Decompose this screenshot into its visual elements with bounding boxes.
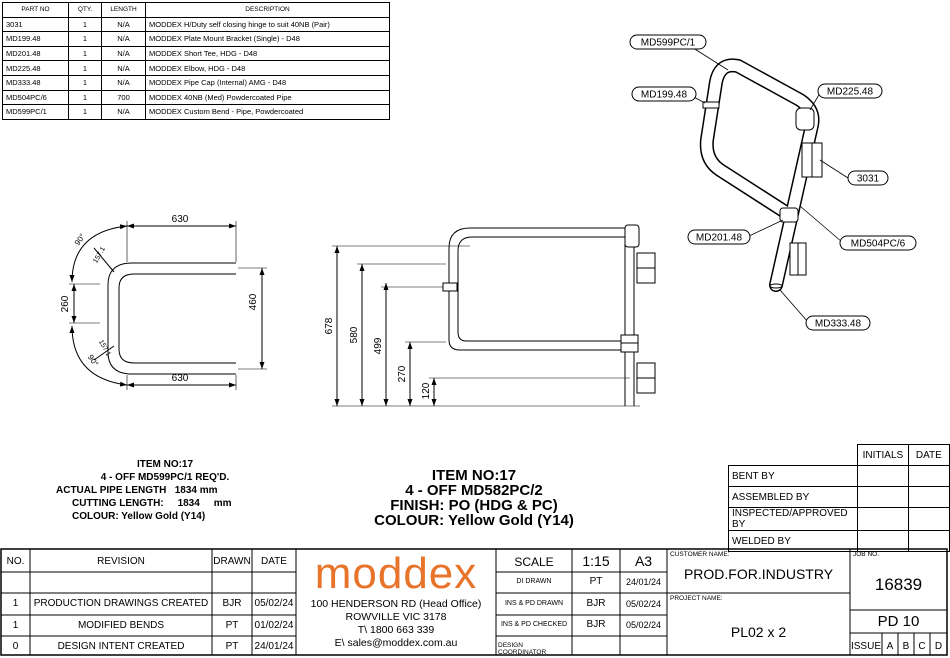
bom-cell: N/A: [102, 46, 146, 61]
item-note-line5: COLOUR: Yellow Gold (Y14): [72, 511, 206, 522]
moddex-logo: moddex: [314, 549, 478, 598]
rev-row-drawn: PT: [225, 620, 239, 631]
main-note-line4: COLOUR: Yellow Gold (Y14): [374, 512, 574, 529]
company-address-line2: ROWVILLE VIC 3178: [345, 611, 447, 623]
signoff-initials-cell[interactable]: [858, 487, 908, 508]
signoff-row: [729, 487, 950, 508]
bom-cell: MODDEX Pipe Cap (Internal) AMG - D48: [146, 75, 390, 90]
design-coordinator-label: DESIGN COORDINATOR: [498, 642, 547, 656]
dim-120: 120: [421, 382, 432, 400]
bom-cell: N/A: [102, 61, 146, 76]
bom-cell: MD504PC/6: [3, 90, 69, 105]
bom-cell: MD599PC/1: [3, 105, 69, 120]
bom-cell: MODDEX 40NB (Med) Powdercoated Pipe: [146, 90, 390, 105]
item-note-line3: [40, 484, 290, 497]
dim-bend-left: 260: [60, 295, 71, 313]
project-label: PROJECT NAME:: [670, 595, 723, 602]
company-email: E\ sales@moddex.com.au: [334, 637, 458, 649]
dim-678: 678: [324, 317, 335, 335]
signoff-label: ASSEMBLED BY: [729, 487, 858, 508]
issue-d: D: [934, 641, 943, 652]
rev-row-no: 1: [12, 598, 19, 609]
di-drawn-date: 24/01/24: [625, 577, 662, 587]
rev-row-desc: MODIFIED BENDS: [77, 620, 165, 631]
signoff-date-cell[interactable]: [908, 487, 949, 508]
elev-elbow: [625, 225, 639, 247]
bom-cell: 1: [69, 75, 102, 90]
bom-cell: 1: [69, 46, 102, 61]
callout-md599: MD599PC/1: [640, 37, 696, 49]
signoff-row: [729, 508, 950, 531]
rev-row-drawn: BJR: [222, 598, 242, 609]
bom-cell: N/A: [102, 75, 146, 90]
company-address: [296, 598, 496, 650]
iso-cap-md333: [770, 284, 782, 288]
callout-md201: MD201.48: [695, 232, 743, 244]
signoff-header-date: DATE: [908, 445, 949, 466]
bom-cell: MD201.48: [3, 46, 69, 61]
rev-row-date: 01/02/24: [254, 620, 294, 631]
job-label: JOB NO.: [853, 551, 880, 558]
bom-cell: MODDEX H/Duty self closing hinge to suit 40NB (Pair): [146, 17, 390, 32]
main-note-line2: 4 - OFF MD582PC/2: [405, 482, 543, 499]
company-phone: T\ 1800 663 339: [357, 624, 435, 636]
dim-499: 499: [373, 337, 384, 355]
iso-elbow-md225: [796, 108, 814, 130]
bend-detail-view: [69, 221, 267, 390]
bom-header-qty: QTY.: [69, 3, 102, 18]
rev-header-no: NO.: [6, 556, 25, 567]
signoff-header-initials: INITIALS: [858, 445, 908, 466]
rev-header-drawn: DRAWN: [213, 556, 251, 567]
item-note-cutting-value: 1834: [177, 498, 200, 509]
customer-label: CUSTOMER NAME:: [670, 551, 730, 558]
bom-cell: N/A: [102, 17, 146, 32]
issue-label: ISSUE: [850, 641, 881, 652]
dim-angle-top: 90°: [72, 232, 88, 248]
rev-header-date: DATE: [261, 556, 287, 567]
item-note-line4: [40, 497, 290, 510]
bom-cell: 1: [69, 90, 102, 105]
bom-header-length: LENGTH: [102, 3, 146, 18]
issue-c: C: [918, 641, 926, 652]
item-note-line2: 4 - OFF MD599PC/1 REQ'D.: [100, 472, 230, 483]
signoff-label: WELDED BY: [729, 531, 858, 552]
callout-3031: 3031: [856, 173, 880, 185]
job-number: 16839: [874, 575, 923, 594]
bom-cell: MODDEX Short Tee, HDG - D48: [146, 46, 390, 61]
elev-pipe-inner: [458, 237, 625, 406]
dim-270: 270: [397, 365, 408, 383]
callout-md504: MD504PC/6: [850, 238, 906, 250]
item-note-line1: ITEM NO:17: [136, 459, 194, 470]
signoff-label: BENT BY: [729, 466, 858, 487]
callout-md225: MD225.48: [826, 86, 874, 98]
bom-cell: MD199.48: [3, 32, 69, 47]
item-note-cutting-label: CUTTING LENGTH:: [72, 498, 164, 509]
ins-drawn-date: 05/02/24: [625, 599, 662, 609]
iso-bracket-md199: [703, 102, 719, 108]
signoff-initials-cell[interactable]: [858, 466, 908, 487]
ins-drawn-label: INS & PD DRAWN: [504, 600, 564, 607]
signoff-header-row: [729, 445, 950, 466]
company-address-line1: 100 HENDERSON RD (Head Office): [310, 598, 482, 610]
bom-cell: MODDEX Elbow, HDG - D48: [146, 61, 390, 76]
rev-row-drawn: PT: [225, 641, 239, 652]
bend-pipe-outer: [108, 263, 236, 374]
dim-bend-right: 460: [248, 293, 259, 311]
signoff-row: [729, 466, 950, 487]
item-note-cutting-unit: mm: [213, 498, 232, 509]
bom-cell: 1: [69, 32, 102, 47]
issue-a: A: [886, 641, 894, 652]
bom-cell: 1: [69, 17, 102, 32]
bom-cell: N/A: [102, 105, 146, 120]
issue-b: B: [902, 641, 910, 652]
elev-bracket: [443, 283, 457, 291]
signoff-initials-cell[interactable]: [858, 508, 908, 531]
bom-cell: 1: [69, 61, 102, 76]
main-note: [335, 468, 613, 528]
bom-cell: MD333.48: [3, 75, 69, 90]
dim-bend-bottom: 630: [171, 373, 189, 384]
dim-bend-top: 630: [171, 214, 189, 225]
bom-cell: MODDEX Plate Mount Bracket (Single) - D48: [146, 32, 390, 47]
ins-drawn-by: BJR: [586, 598, 606, 609]
signoff-date-cell[interactable]: [908, 508, 949, 531]
elev-dim-labels: [324, 317, 432, 399]
item-note-actual-value: 1834 mm: [174, 485, 218, 496]
scale-label: SCALE: [514, 555, 554, 569]
rev-row-desc: PRODUCTION DRAWINGS CREATED: [33, 598, 209, 609]
dim-radius-bottom: 157.1: [96, 338, 112, 358]
bom-header-part: PART NO: [3, 3, 69, 18]
item-note: [40, 458, 290, 523]
signoff-label: INSPECTED/APPROVED BY: [729, 508, 858, 531]
ins-checked-by: BJR: [586, 619, 606, 630]
main-note-line1: ITEM NO:17: [431, 467, 517, 484]
dim-angle-bottom: 90°: [85, 353, 101, 369]
callout-md333: MD333.48: [814, 318, 862, 330]
drawing-number: PD 10: [877, 613, 920, 630]
scale-value: 1:15: [582, 553, 610, 569]
sheet-size: A3: [634, 553, 653, 569]
bom-cell: MODDEX Custom Bend - Pipe, Powdercoated: [146, 105, 390, 120]
bend-pipe-inner: [119, 274, 236, 363]
item-note-actual-label: ACTUAL PIPE LENGTH: [56, 485, 167, 496]
dim-radius-top: 157.1: [92, 245, 108, 265]
callout-md199: MD199.48: [640, 89, 688, 101]
customer-name: PROD.FOR.INDUSTRY: [683, 566, 834, 582]
elevation-view: [332, 225, 655, 406]
dim-580: 580: [349, 326, 360, 344]
bom-cell: 1: [69, 105, 102, 120]
signoff-date-cell[interactable]: [908, 466, 949, 487]
signoff-blank: [729, 445, 858, 466]
signoff-table: [728, 444, 950, 552]
ins-checked-label: INS & PD CHECKED: [500, 621, 568, 628]
rev-row-date: 24/01/24: [254, 641, 294, 652]
bom-cell: 700: [102, 90, 146, 105]
elev-pipe-outer: [449, 228, 634, 406]
di-drawn-label: DI DRAWN: [516, 578, 552, 585]
di-drawn-by: PT: [589, 576, 603, 587]
bom-cell: N/A: [102, 32, 146, 47]
bom-header-description: DESCRIPTION: [146, 3, 390, 18]
rev-header-revision: REVISION: [97, 556, 145, 567]
bom-cell: MD225.48: [3, 61, 69, 76]
main-note-line3: FINISH: PO (HDG & PC): [390, 497, 558, 514]
ins-checked-date: 05/02/24: [625, 620, 662, 630]
rev-row-date: 05/02/24: [254, 598, 294, 609]
rev-row-desc: DESIGN INTENT CREATED: [57, 641, 185, 652]
rev-row-no: 1: [12, 620, 19, 631]
project-name: PL02 x 2: [730, 624, 787, 640]
bom-cell: 3031: [3, 17, 69, 32]
rev-row-no: 0: [12, 641, 19, 652]
